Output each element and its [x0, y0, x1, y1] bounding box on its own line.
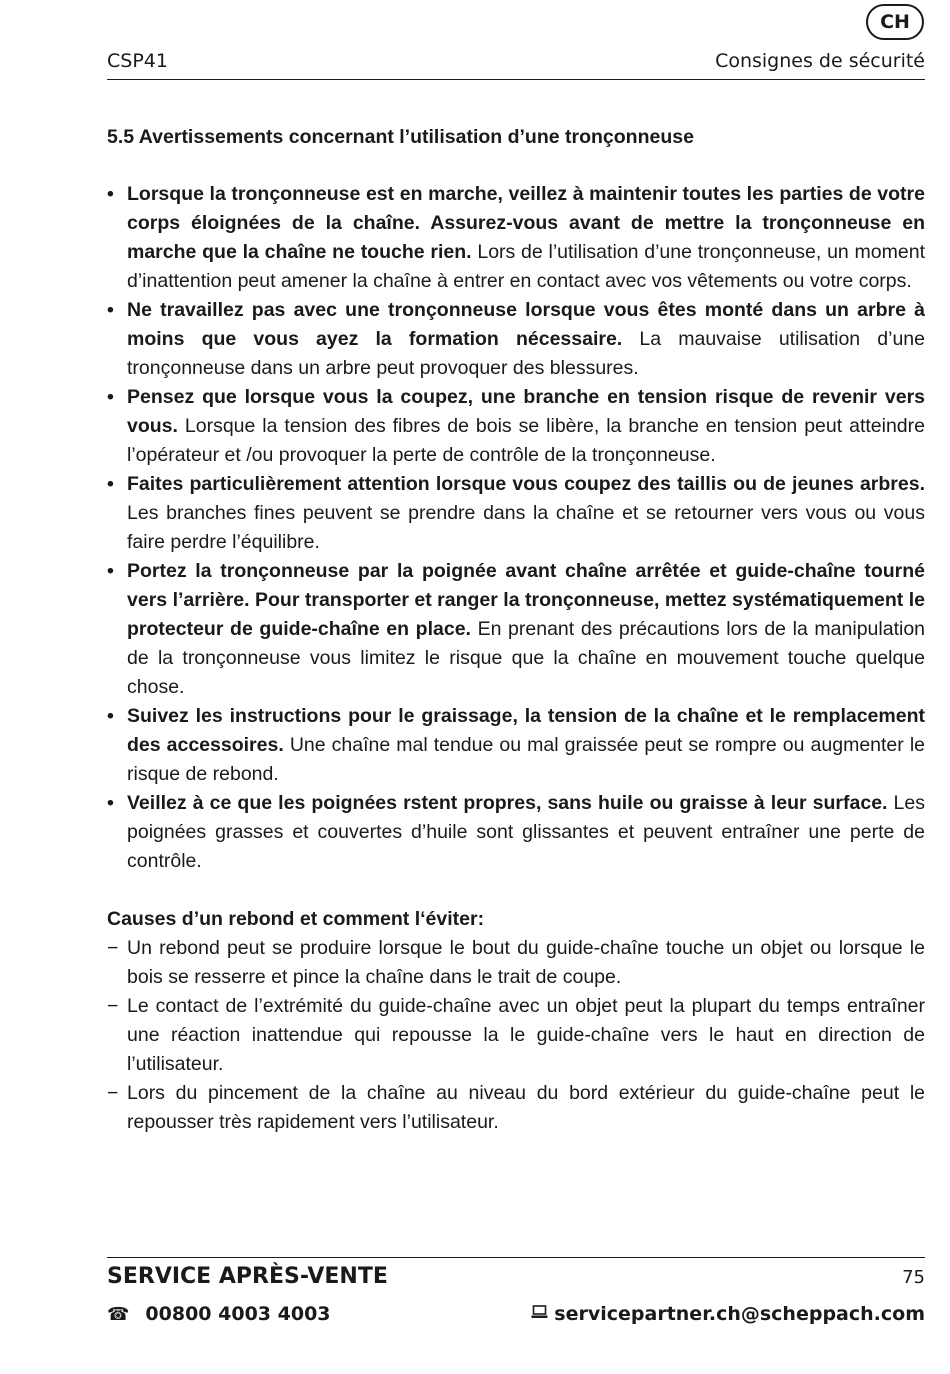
kickback-text: Le contact de l’extrémité du guide-chaîne avec un objet peut la plupart du temps entraîner une réaction inattendue qui repousse la le guide-chaîne vers le haut en direction de l’utilisateur.: [127, 995, 925, 1075]
kickback-text: Lors du pincement de la chaîne au niveau du bord extérieur du guide-chaîne peut le repousser très rapidement vers l’utilisateur.: [127, 1082, 925, 1133]
bullet-marker: •: [107, 299, 114, 321]
dash-marker: −: [107, 937, 119, 959]
header-divider: [107, 79, 925, 80]
kickback-item: [107, 1079, 925, 1137]
bullet-marker: •: [107, 705, 114, 727]
warning-bold: Suivez les instructions pour le graissage, la tension de la chaîne et le remplacement des accessoires.: [127, 705, 925, 756]
footer-title: SERVICE APRÈS-VENTE: [107, 1264, 388, 1289]
computer-icon: [531, 1304, 548, 1324]
country-code-badge: CH: [866, 4, 924, 40]
kickback-item: [107, 934, 925, 992]
warning-item: [107, 557, 925, 702]
warning-text: Lors de l’utilisation d’une tronçonneuse, un moment d’inattention peut amener la chaîne à entrer en contact avec vos vêtements ou votre corps.: [127, 241, 925, 292]
warning-text: En prenant des précautions lors de la manipulation de la tronçonneuse vous limitez le risque que la chaîne en mouvement touche quelque chose.: [127, 618, 926, 698]
bullet-marker: •: [107, 473, 114, 495]
warning-bold: Faites particulièrement attention lorsque vous coupez des taillis ou de jeunes arbres.: [127, 473, 925, 495]
section-title: 5.5 Avertissements concernant l’utilisation d’une tronçonneuse: [107, 126, 694, 148]
warning-bold: Ne travaillez pas avec une tronçonneuse lorsque vous êtes monté dans un arbre à moins que vous ayez la formation nécessaire.: [127, 299, 925, 350]
warning-bold: Pensez que lorsque vous la coupez, une branche en tension risque de revenir vers vous.: [127, 386, 925, 437]
footer-email: [531, 1303, 925, 1325]
kickback-text: Un rebond peut se produire lorsque le bout du guide-chaîne touche un objet ou lorsque le bois se resserre et pince la chaîne dans le trait de coupe.: [127, 937, 925, 988]
kickback-list: [107, 934, 925, 1137]
warning-bold: Portez la tronçonneuse par la poignée avant chaîne arrêtée et guide-chaîne tourné vers l’arrière. Pour transporter et ranger la tronçonneuse, mettez systématiquement le protecteur de guide-chaîne en place.: [127, 560, 925, 640]
warning-item: [107, 383, 925, 470]
warning-text: Lorsque la tension des fibres de bois se libère, la branche en tension peut atteindre l’opérateur et /ou provoquer la perte de contrôle de la tronçonneuse.: [127, 415, 925, 466]
warning-list: [107, 180, 925, 876]
warning-bold: Lorsque la tronçonneuse est en marche, veillez à maintenir toutes les parties de votre corps éloignées de la chaîne. Assurez-vous avant de mettre la tronçonneuse en marche que la chaîne ne touche rien.: [127, 183, 925, 263]
warning-item: [107, 180, 925, 296]
email-address: servicepartner.ch@scheppach.com: [554, 1303, 925, 1325]
bullet-marker: •: [107, 792, 114, 814]
phone-icon: ☎: [107, 1303, 130, 1325]
warning-item: [107, 470, 925, 557]
kickback-heading: Causes d’un rebond et comment l‘éviter:: [107, 908, 485, 930]
bullet-marker: •: [107, 386, 114, 408]
bullet-marker: •: [107, 560, 114, 582]
dash-marker: −: [107, 1082, 119, 1104]
bullet-marker: •: [107, 183, 114, 205]
warning-text: Les branches fines peuvent se prendre dans la chaîne et se retourner vers vous ou vous faire perdre l’équilibre.: [127, 502, 925, 553]
phone-number: 00800 4003 4003: [145, 1303, 331, 1325]
page-content: [107, 123, 925, 1137]
warning-item: [107, 296, 925, 383]
page-number: 75: [902, 1267, 925, 1288]
computer-icon-svg: [531, 1305, 548, 1319]
header-section: Consignes de sécurité: [715, 50, 925, 72]
kickback-item: [107, 992, 925, 1079]
warning-text: Une chaîne mal tendue ou mal graissée peut se rompre ou augmenter le risque de rebond.: [127, 734, 925, 785]
warning-item: [107, 789, 925, 876]
dash-marker: −: [107, 995, 119, 1017]
warning-bold: Veillez à ce que les poignées rstent propres, sans huile ou graisse à leur surface.: [127, 792, 888, 814]
warning-text: La mauvaise utilisation d’une tronçonneuse dans un arbre peut provoquer des blessures.: [127, 328, 925, 379]
warning-text: Les poignées grasses et couvertes d’huile sont glissantes et peuvent entraîner une perte de contrôle.: [127, 792, 925, 872]
header-model: CSP41: [107, 50, 168, 72]
footer-phone: [107, 1303, 331, 1325]
footer-divider: [107, 1257, 925, 1258]
warning-item: [107, 702, 925, 789]
